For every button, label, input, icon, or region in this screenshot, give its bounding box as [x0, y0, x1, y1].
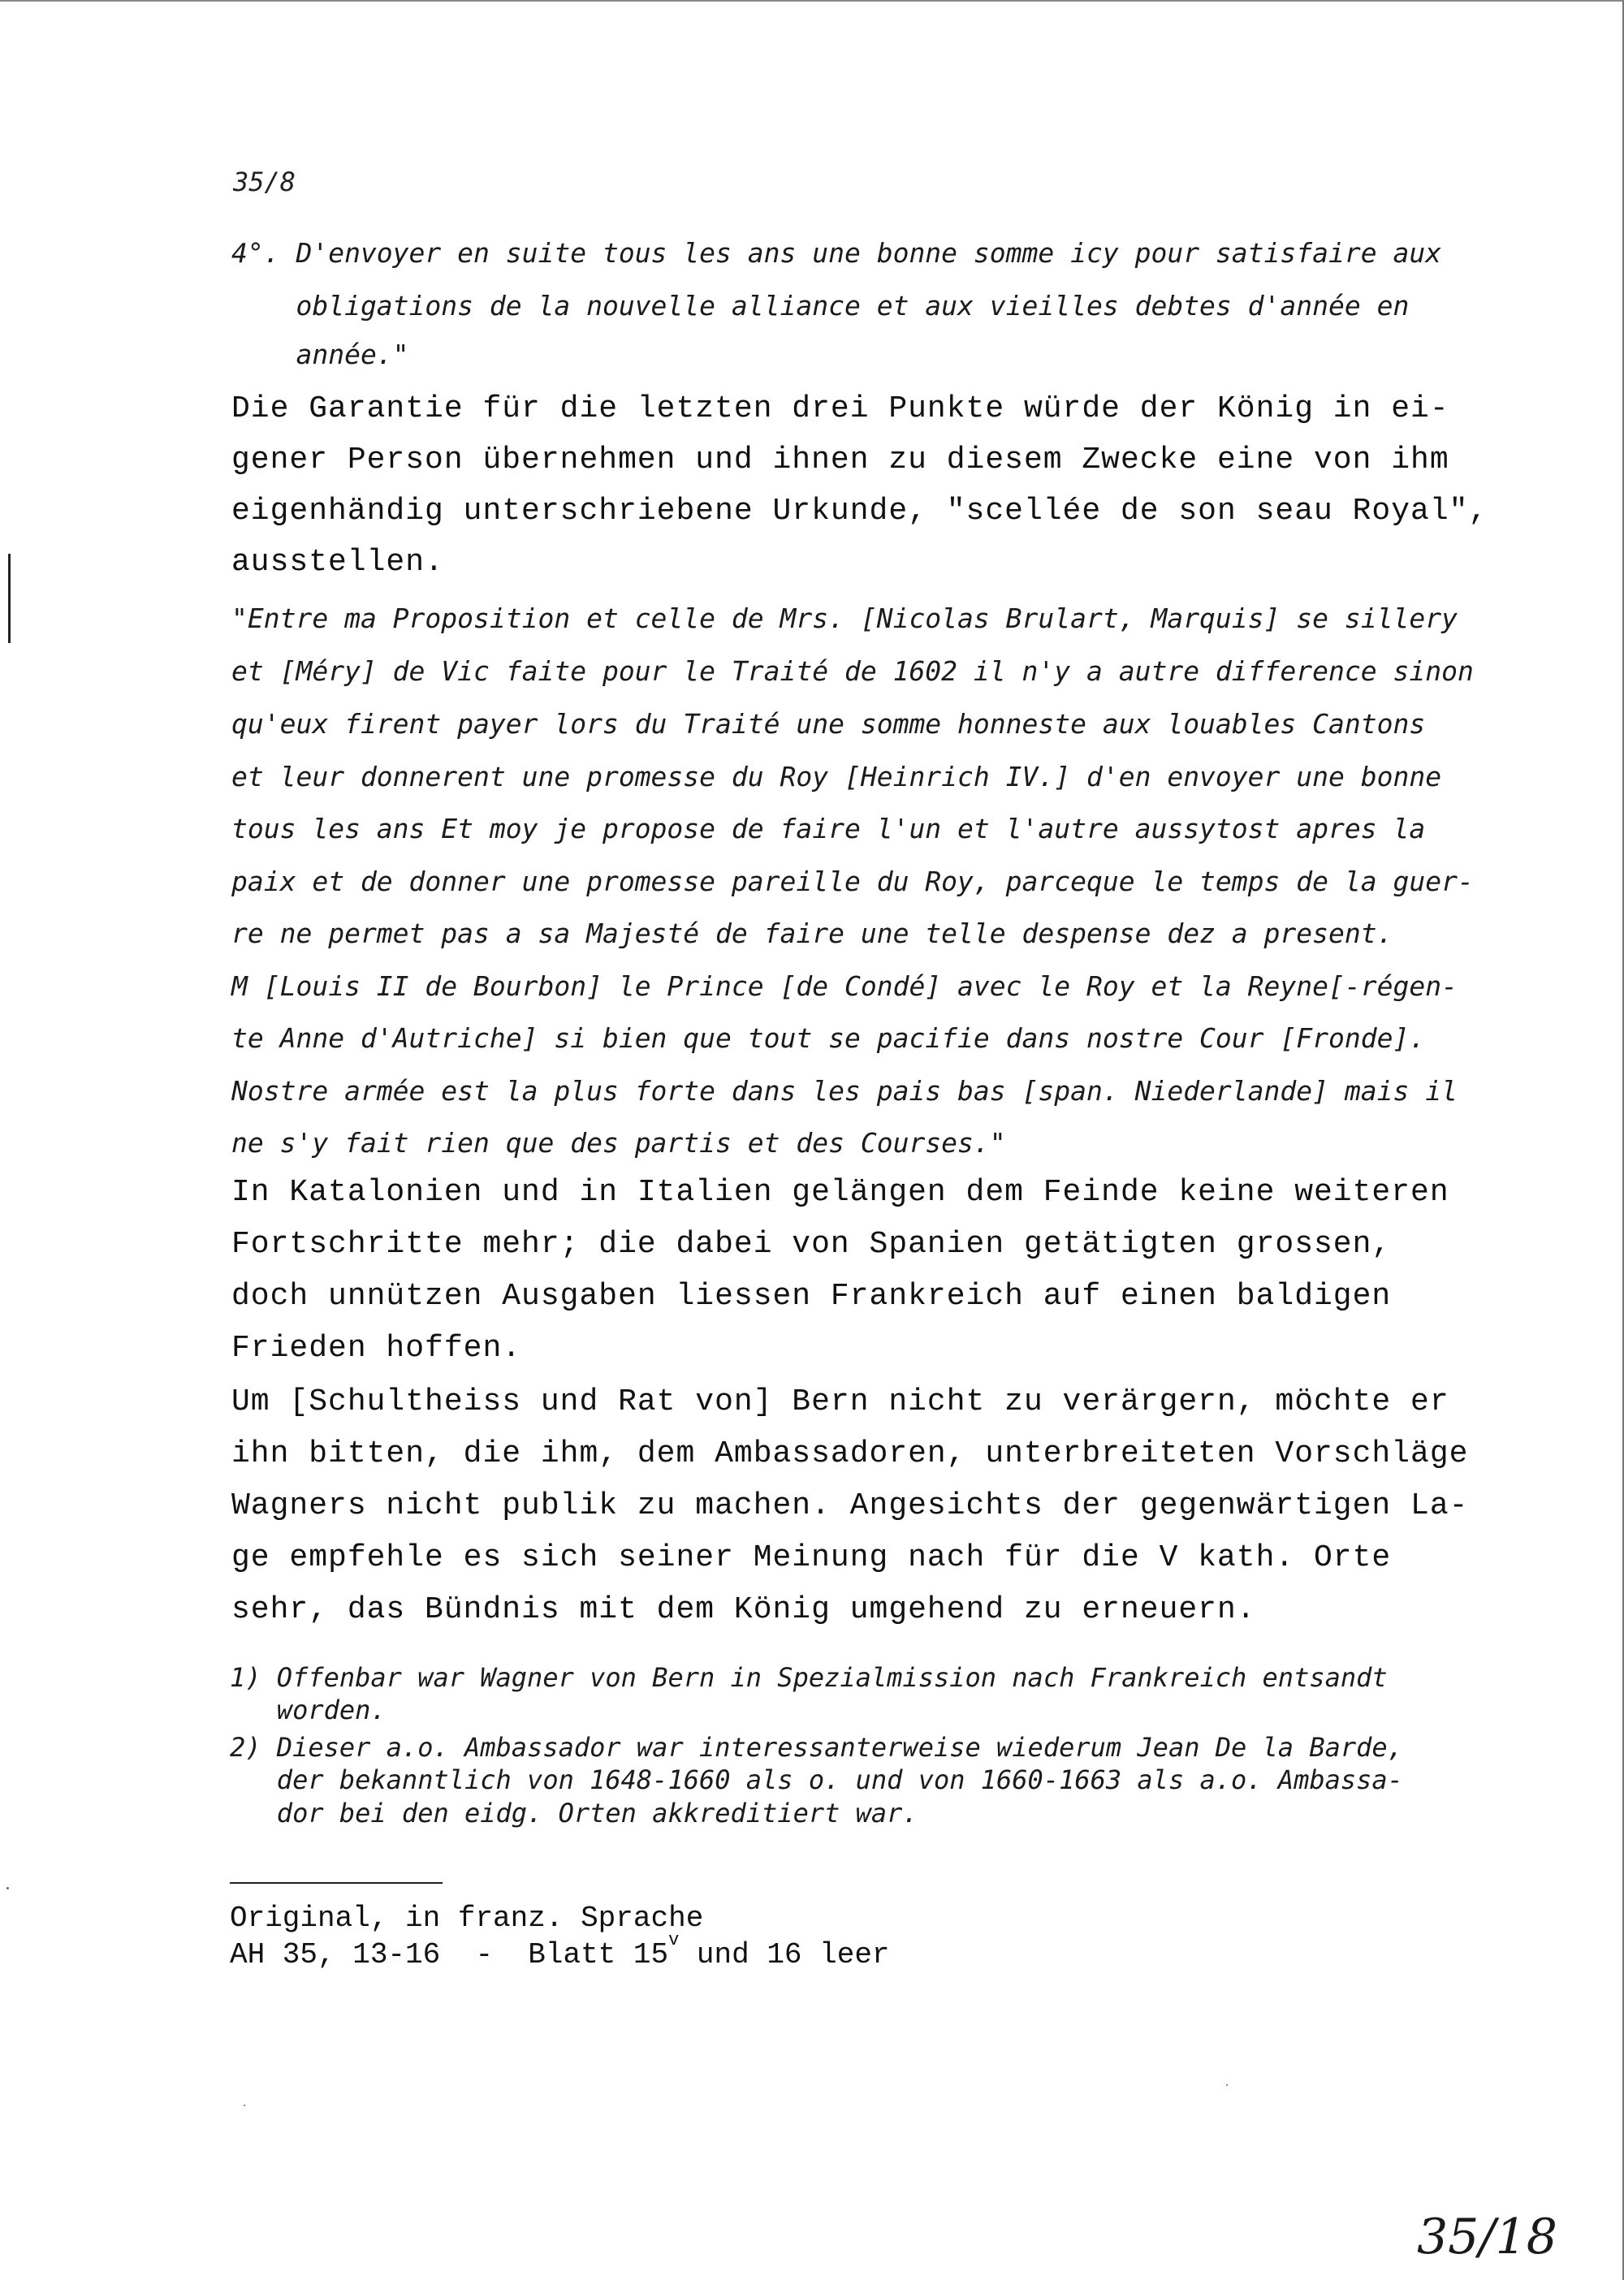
footnote-separator-rule — [230, 1882, 443, 1884]
quote-line: tous les ans Et moy je propose de faire l'un et l'autre aussytost apres la — [231, 813, 1426, 844]
footnote-line: der bekanntlich von 1648-1660 als o. und von 1660-1663 als a.o. Ambassa- — [230, 1764, 1403, 1795]
paragraph-line: Die Garantie für die letzten drei Punkte würde der König in ei- — [231, 391, 1449, 426]
paragraph-line: Um [Schultheiss und Rat von] Bern nicht zu verärgern, möchte er — [231, 1384, 1449, 1419]
paragraph-line: ge empfehle es sich seiner Meinung nach für die V kath. Orte — [231, 1540, 1392, 1575]
quote-line: "Entre ma Proposition et celle de Mrs. [Nicolas Brulart, Marquis] se sillery — [231, 602, 1458, 634]
footnote-line: dor bei den eidg. Orten akkreditiert war. — [230, 1798, 918, 1829]
source-line — [230, 1930, 890, 1971]
paragraph-line: doch unnützen Ausgaben liessen Frankreich auf einen baldigen — [231, 1279, 1392, 1314]
quote-line: et leur donnerent une promesse du Roy [Heinrich IV.] d'en envoyer une bonne — [231, 761, 1442, 792]
paragraph-line: Frieden hoffen. — [231, 1331, 522, 1366]
quote-line: re ne permet pas a sa Majesté de faire une telle despense dez a present. — [231, 918, 1393, 949]
quote-line: paix et de donner une promesse pareille du Roy, parceque le temps de la guer- — [231, 866, 1474, 897]
paragraph-line: eigenhändig unterschriebene Urkunde, "scellée de son seau Royal", — [231, 494, 1488, 529]
quote-line: obligations de la nouvelle alliance et aux vieilles debtes d'année en — [231, 290, 1410, 322]
paragraph-line: gener Person übernehmen und ihnen zu diesem Zwecke eine von ihm — [231, 443, 1449, 477]
margin-bracket-mark — [8, 554, 15, 643]
paragraph-line: sehr, das Bündnis mit dem König umgehend zu erneuern. — [231, 1592, 1256, 1627]
paragraph-line: Wagners nicht publik zu machen. Angesichts der gegenwärtigen La- — [231, 1488, 1469, 1523]
quote-line: et [Méry] de Vic faite pour le Traité de 1602 il n'y a autre difference sinon — [231, 655, 1474, 687]
source-line-text: AH 35, 13-16 - Blatt 15 — [230, 1938, 669, 1971]
scan-speck — [6, 1887, 9, 1889]
paragraph-line: Fortschritte mehr; die dabei von Spanien getätigten grossen, — [231, 1227, 1392, 1262]
footnote-line: 2) Dieser a.o. Ambassador war interessanterweise wiederum Jean De la Barde, — [230, 1732, 1403, 1763]
source-line-text-end: und 16 leer — [679, 1938, 890, 1971]
paragraph-line: In Katalonien und in Italien gelängen dem Feinde keine weiteren — [231, 1175, 1449, 1210]
footnote-line: 1) Offenbar war Wagner von Bern in Spezialmission nach Frankreich entsandt — [230, 1662, 1388, 1693]
page-reference: 35/8 — [233, 166, 296, 197]
quote-line: 4°. D'envoyer en suite tous les ans une bonne somme icy pour satisfaire aux — [231, 237, 1442, 269]
source-line: Original, in franz. Sprache — [230, 1902, 704, 1935]
handwritten-folio-number: 35/18 — [1417, 2209, 1557, 2265]
quote-line: ne s'y fait rien que des partis et des Courses." — [231, 1127, 1006, 1159]
footnote-line: worden. — [230, 1695, 387, 1725]
quote-line: année." — [231, 339, 409, 370]
paragraph-line: ausstellen. — [231, 545, 444, 580]
quote-line: qu'eux firent payer lors du Traité une somme honneste aux louables Cantons — [231, 708, 1426, 740]
scan-speck — [244, 2105, 245, 2106]
quote-line: M [Louis II de Bourbon] le Prince [de Condé] avec le Roy et la Reyne[-régen- — [231, 970, 1458, 1002]
quote-line: Nostre armée est la plus forte dans les pais bas [span. Niederlande] mais il — [231, 1075, 1458, 1107]
quote-line: te Anne d'Autriche] si bien que tout se pacifie dans nostre Cour [Fronde]. — [231, 1022, 1426, 1054]
source-superscript: v — [668, 1930, 680, 1950]
scan-speck — [1226, 2084, 1228, 2086]
paragraph-line: ihn bitten, die ihm, dem Ambassadoren, unterbreiteten Vorschläge — [231, 1436, 1469, 1471]
